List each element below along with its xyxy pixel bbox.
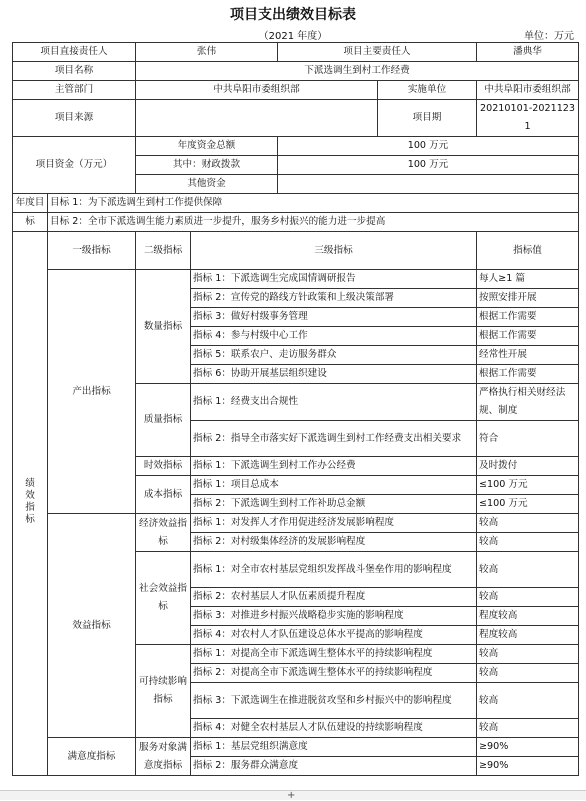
table-cell-value: 较高 [477,588,579,607]
table-cell-value: 较高 [477,683,579,719]
table-row: 指标 3：做好村级事务管理 [191,308,477,327]
funds-fiscal-label: 其中：财政拨款 [136,156,278,175]
header-level3: 三级指标 [191,232,477,270]
project-name-label: 项目名称 [13,62,136,81]
table-title: 项目支出绩效目标表 [230,7,356,23]
perf-indicators-label [13,232,48,776]
table-row: 指标 1：对发挥人才作用促进经济发展影响程度 [191,514,477,533]
quantity-indicators: 数量指标 [136,270,191,384]
table-cell-value: 较高 [477,645,579,664]
dept-label: 主管部门 [13,81,136,100]
table-row: 指标 2：服务群众满意度 [191,757,477,776]
table-cell-value: 较高 [477,514,579,533]
goals-label-2: 标 [13,213,48,232]
source-value [136,100,378,137]
table-row: 指标 1：下派选调生到村工作办公经费 [191,457,477,476]
table-row: 指标 1：基层党组织满意度 [191,738,477,757]
table-cell-value: 根据工作需要 [477,327,579,346]
table-cell-value: 符合 [477,421,579,457]
table-cell-value: ≥90% [477,738,579,757]
goal-1: 目标 1：为下派选调生到村工作提供保障 [48,194,579,213]
benefit-indicators: 效益指标 [48,514,136,738]
project-name-value: 下派选调生到村工作经费 [136,62,579,81]
funds-other-label: 其他资金 [136,175,278,194]
year-label: （2021 年度） [258,31,328,42]
resp-person-label: 项目直接责任人 [13,43,136,62]
table-row: 指标 1：对提高全市下派选调生整体水平的持续影响程度 [191,645,477,664]
header-level2: 二级指标 [136,232,191,270]
table-cell-value: 按照安排开展 [477,289,579,308]
table-cell-value: 程度较高 [477,607,579,626]
cost-indicators: 成本指标 [136,476,191,514]
table-row: 指标 1：对全市农村基层党组织发挥战斗堡垒作用的影响程度 [191,552,477,588]
table-cell-value: ≤100 万元 [477,495,579,514]
table-row: 指标 2：宣传党的路线方针政策和上级决策部署 [191,289,477,308]
funds-total-value: 100 万元 [278,137,579,156]
period-label: 项目期 [378,100,477,137]
table-row: 指标 3：下派选调生在推进脱贫攻坚和乡村振兴中的影响程度 [191,683,477,719]
impl-value: 中共阜阳市委组织部 [477,81,579,100]
performance-table [12,42,579,776]
satisfaction-indicators: 满意度指标 [48,738,136,776]
table-cell-value: 较高 [477,719,579,738]
social-indicators: 社会效益指标 [136,552,191,645]
table-cell-value: 及时拨付 [477,457,579,476]
table-cell-value: 经常性开展 [477,346,579,365]
sustain-indicators: 可持续影响指标 [136,645,191,738]
owner-label: 项目主要责任人 [278,43,477,62]
table-row: 指标 2：对村级集体经济的发展影响程度 [191,533,477,552]
table-cell-value: ≤100 万元 [477,476,579,495]
table-row: 指标 5：联系农户、走访服务群众 [191,346,477,365]
economic-indicators: 经济效益指标 [136,514,191,552]
table-row: 指标 1：项目总成本 [191,476,477,495]
table-row: 指标 1：经费支出合规性 [191,384,477,421]
table-row: 指标 1：下派选调生完成国情调研报告 [191,270,477,289]
table-cell-value: 严格执行相关财经法规、制度 [477,384,579,421]
table-row: 指标 4：参与村级中心工作 [191,327,477,346]
funds-other-value [278,175,579,194]
table-cell-value: ≥90% [477,757,579,776]
table-row: 指标 2：农村基层人才队伍素质提升程度 [191,588,477,607]
source-label: 项目来源 [13,100,136,137]
table-row: 指标 2：下派选调生到村工作补助总金额 [191,495,477,514]
owner-value: 潘典华 [477,43,579,62]
header-level1: 一级指标 [48,232,136,270]
table-cell-value: 较高 [477,552,579,588]
resp-person-value: 张伟 [136,43,278,62]
table-row: 指标 4：对健全农村基层人才队伍建设的持续影响程度 [191,719,477,738]
table-cell-value: 较高 [477,533,579,552]
dept-value: 中共阜阳市委组织部 [136,81,378,100]
table-cell-value: 较高 [477,664,579,683]
table-row: 指标 6：协助开展基层组织建设 [191,365,477,384]
table-row: 指标 4：对农村人才队伍建设总体水平提高的影响程度 [191,626,477,645]
goal-2: 目标 2：全市下派选调生能力素质进一步提升，服务乡村振兴的能力进一步提高 [48,213,579,232]
table-cell-value: 根据工作需要 [477,365,579,384]
table-row: 指标 2：指导全市落实好下派选调生到村工作经费支出相关要求 [191,421,477,457]
table-cell-value: 每人≥1 篇 [477,270,579,289]
funds-fiscal-value: 100 万元 [278,156,579,175]
table-row: 指标 2：对提高全市下派选调生整体水平的持续影响程度 [191,664,477,683]
unit-label: 单位：万元 [524,31,574,42]
funds-label: 项目资金（万元） [13,137,136,194]
funds-total-label: 年度资金总额 [136,137,278,156]
timeliness-indicators: 时效指标 [136,457,191,476]
output-indicators: 产出指标 [48,270,136,514]
goals-label-1: 年度目 [13,194,48,213]
header-value: 指标值 [477,232,579,270]
table-cell-value: 程度较高 [477,626,579,645]
impl-label: 实施单位 [378,81,477,100]
quality-indicators: 质量指标 [136,384,191,457]
perf-indicators-text: 绩效指标 [25,478,35,525]
table-row: 指标 3：对推进乡村振兴战略稳步实施的影响程度 [191,607,477,626]
plus-icon: + [287,790,296,801]
period-value: 20210101-20211231 [477,100,579,137]
table-cell-value: 根据工作需要 [477,308,579,327]
service-satisfaction-indicators: 服务对象满意度指标 [136,738,191,776]
